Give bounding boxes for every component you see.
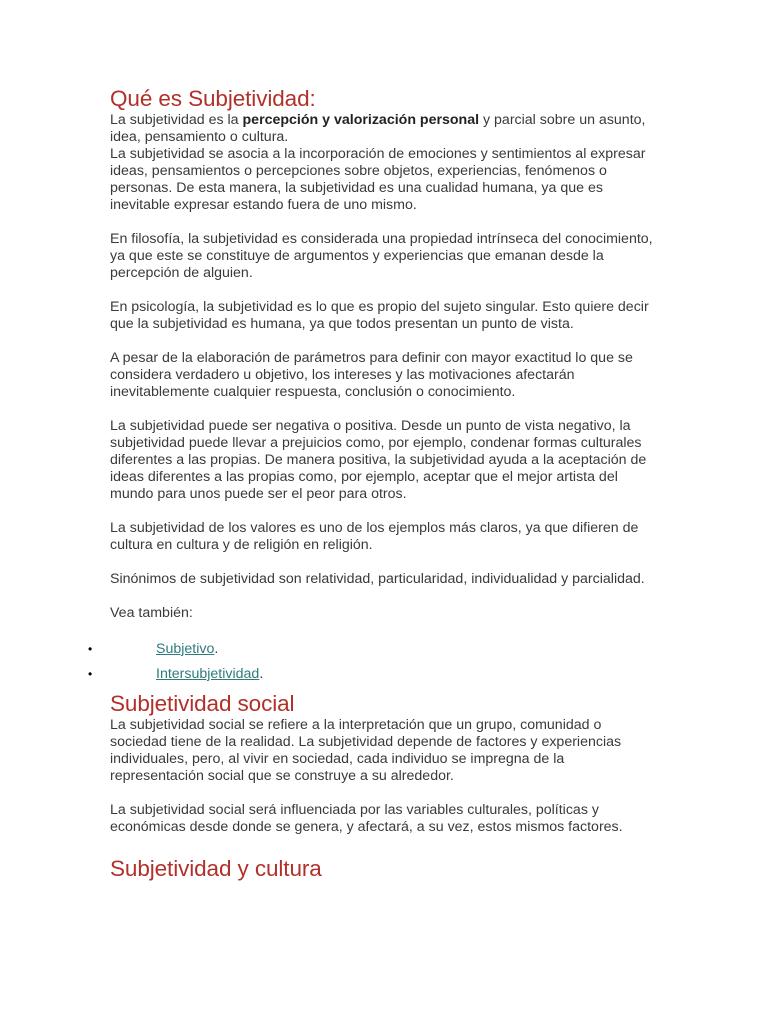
link-subjetivo[interactable]: Subjetivo — [156, 641, 215, 657]
section-heading-culture: Subjetividad y cultura — [110, 856, 322, 881]
paragraph: En filosofía, la subjetividad es considerada una propiedad intrínseca del conocimiento, ya que este se constituye de argumentos y experiencias que emanan desde la percepción de alguien. — [110, 231, 653, 281]
paragraph: Sinónimos de subjetividad son relatividad, particularidad, individualidad y parcialidad. — [110, 571, 645, 587]
paragraph: La subjetividad social se refiere a la interpretación que un grupo, comunidad o sociedad tiene de la realidad. La subjetividad depende de factores y experiencias individuales, pero, al vivir en sociedad, cada individuo se impregna de la representación social que se construye a su alrededor. — [110, 717, 622, 784]
paragraph: A pesar de la elaboración de parámetros para definir con mayor exactitud lo que se considera verdadero u objetivo, los intereses y las motivaciones afectarán inevitablemente cualquier respuesta, conclusión o conocimiento. — [110, 350, 633, 400]
paragraph: En psicología, la subjetividad es lo que es propio del sujeto singular. Esto quiere decir que la subjetividad es humana, ya que todos presentan un punto de vista. — [110, 299, 649, 332]
list-item — [0, 641, 655, 666]
see-also-label: Vea también: — [110, 605, 193, 621]
link-suffix: . — [259, 666, 264, 682]
list-item — [0, 666, 655, 691]
intro-text-end: y parcial sobre un asunto, idea, pensamiento o cultura. — [110, 112, 646, 145]
link-suffix: . — [214, 641, 219, 657]
intro-text-start: La subjetividad es la — [110, 112, 243, 128]
intro-bold-text: percepción y valorización personal — [242, 112, 480, 128]
bullet-icon: • — [88, 642, 93, 656]
paragraph: La subjetividad se asocia a la incorporación de emociones y sentimientos al expresar ideas, pensamientos o percepciones sobre objetos, experiencias, fenómenos o personas. De esta manera, la subjetividad es una cualidad humana, ya que es inevitable expresar estando fuera de uno mismo. — [110, 146, 646, 213]
see-also-list — [0, 641, 655, 691]
bullet-icon: • — [88, 667, 93, 681]
paragraph: La subjetividad puede ser negativa o positiva. Desde un punto de vista negativo, la subjetividad puede llevar a prejuicios como, por ejemplo, condenar formas culturales diferentes a las propias. De manera positiva, la subjetividad ayuda a la aceptación de ideas diferentes a las propias como, por ejemplo, aceptar que el mejor artista del mundo para unos puede ser el peor para otros. — [110, 418, 647, 502]
intro-paragraph — [110, 112, 655, 146]
page-title: Qué es Subjetividad: — [110, 86, 316, 111]
section-heading-social: Subjetividad social — [110, 691, 295, 716]
document-page — [88, 86, 655, 882]
paragraph: La subjetividad de los valores es uno de los ejemplos más claros, ya que difieren de cultura en cultura y de religión en religión. — [110, 520, 639, 553]
paragraph: La subjetividad social será influenciada por las variables culturales, políticas y económicas desde donde se genera, y afectará, a su vez, estos mismos factores. — [110, 802, 623, 835]
link-intersubjetividad[interactable]: Intersubjetividad — [156, 666, 260, 682]
